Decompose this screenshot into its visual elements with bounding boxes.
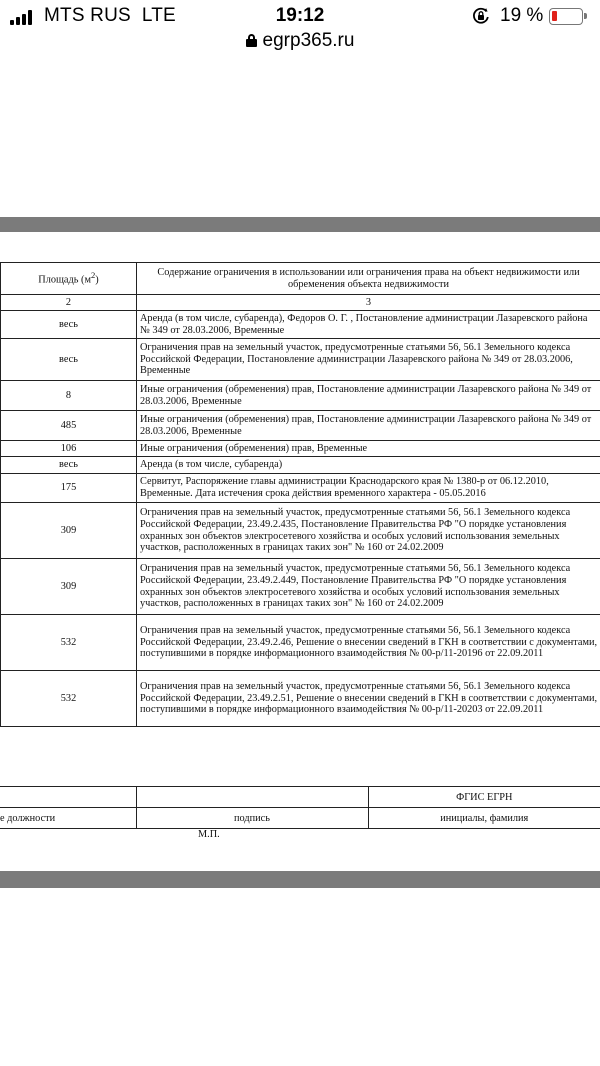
signature-org-row — [0, 787, 600, 808]
restriction-cell: Сервитут, Распоряжение главы администрации Краснодарского края № 1380-р от 06.12.2010, Временные. Дата истечения срока действия временного характера - 05.05.2016 — [137, 474, 600, 503]
restriction-cell: Аренда (в том числе, субаренда), Федоров О. Г. , Постановление администрации Лазаревского района № 349 от 28.03.2006, Временные — [137, 311, 600, 339]
restriction-cell: Иные ограничения (обременения) прав, Постановление администрации Лазаревского района № 349 от 28.03.2006, Временные — [137, 411, 600, 441]
table-row — [1, 457, 600, 474]
network-type: LTE — [141, 5, 176, 26]
area-cell: 485 — [1, 411, 137, 441]
table-row — [1, 559, 600, 615]
table-row — [1, 615, 600, 671]
url-domain: egrp365.ru — [262, 30, 355, 51]
area-cell: 532 — [1, 615, 137, 671]
org-name: ФГИС ЕГРН — [368, 787, 600, 808]
table-row — [1, 381, 600, 411]
battery-icon — [549, 8, 583, 25]
address-bar[interactable] — [0, 30, 600, 56]
column-number-row — [1, 295, 600, 311]
page-separator-top — [0, 217, 600, 232]
column-number: 3 — [137, 295, 600, 311]
status-bar — [0, 0, 600, 34]
table-row — [1, 474, 600, 503]
restrictions-table — [0, 262, 600, 727]
restriction-cell: Иные ограничения (обременения) прав, Временные — [137, 441, 600, 457]
area-cell: 8 — [1, 381, 137, 411]
table-row — [1, 411, 600, 441]
restriction-cell: Ограничения прав на земельный участок, предусмотренные статьями 56, 56.1 Земельного кодекса Российской Федерации, 23.49.2.46, Решение о внесении сведений в ГКН в соответствии с документами, поступившими в порядке информационного взаимодействия № 00-р/11-20196 от 22.09.2011 — [137, 615, 600, 671]
battery-percent: 19 % — [500, 5, 544, 26]
signature-table — [0, 786, 600, 829]
area-cell: 175 — [1, 474, 137, 503]
table-header-row — [1, 263, 600, 295]
area-cell: весь — [1, 311, 137, 339]
empty-cell — [136, 787, 368, 808]
restriction-cell: Ограничения прав на земельный участок, предусмотренные статьями 56, 56.1 Земельного кодекса Российской Федерации, 23.49.2.449, Постановление Правительства РФ "О порядке установления охранных зон объектов электросетевого хозяйства и особых условий использования земельных участков, расположенных в границах таких зон" № 160 от 24.02.2009 — [137, 559, 600, 615]
area-cell: весь — [1, 457, 137, 474]
position-label: е должности — [0, 808, 136, 829]
empty-cell — [0, 787, 136, 808]
column-number: 2 — [1, 295, 137, 311]
restriction-cell: Иные ограничения (обременения) прав, Постановление администрации Лазаревского района № 349 от 28.03.2006, Временные — [137, 381, 600, 411]
table-row — [1, 671, 600, 727]
content-column-header: Содержание ограничения в использовании или ограничения права на объект недвижимости или обременения объекта недвижимости — [137, 263, 600, 295]
stamp-label: М.П. — [198, 829, 220, 840]
restriction-cell: Ограничения прав на земельный участок, предусмотренные статьями 56, 56.1 Земельного кодекса Российской Федерации, Постановление администрации Лазаревского района № 349 от 28.03.2006, Временные — [137, 339, 600, 381]
signature-label: подпись — [136, 808, 368, 829]
table-row — [1, 339, 600, 381]
area-cell: 309 — [1, 559, 137, 615]
table-row — [1, 311, 600, 339]
table-row — [1, 441, 600, 457]
page-separator-bottom — [0, 871, 600, 888]
lock-icon — [246, 34, 257, 47]
restriction-cell: Аренда (в том числе, субаренда) — [137, 457, 600, 474]
carrier-label: MTS RUS LTE — [44, 5, 176, 26]
restriction-cell: Ограничения прав на земельный участок, предусмотренные статьями 56, 56.1 Земельного кодекса Российской Федерации, 23.49.2.51, Решение о внесении сведений в ГКН в соответствии с документами, поступившими в порядке информационного взаимодействия № 00-р/11-20203 от 22.09.2011 — [137, 671, 600, 727]
area-cell: 106 — [1, 441, 137, 457]
clock: 19:12 — [275, 5, 325, 26]
rotation-lock-icon — [472, 7, 490, 25]
area-cell: весь — [1, 339, 137, 381]
area-cell: 309 — [1, 503, 137, 559]
signature-label-row — [0, 808, 600, 829]
area-cell: 532 — [1, 671, 137, 727]
table-row — [1, 503, 600, 559]
restriction-cell: Ограничения прав на земельный участок, предусмотренные статьями 56, 56.1 Земельного кодекса Российской Федерации, 23.49.2.435, Постановление Правительства РФ "О порядке установления охранных зон объектов электросетевого хозяйства и особых условий использования земельных участков, расположенных в границах таких зон" № 160 от 24.02.2009 — [137, 503, 600, 559]
area-column-header: Площадь $(м^2)$ — [1, 263, 137, 295]
name-label: инициалы, фамилия — [368, 808, 600, 829]
